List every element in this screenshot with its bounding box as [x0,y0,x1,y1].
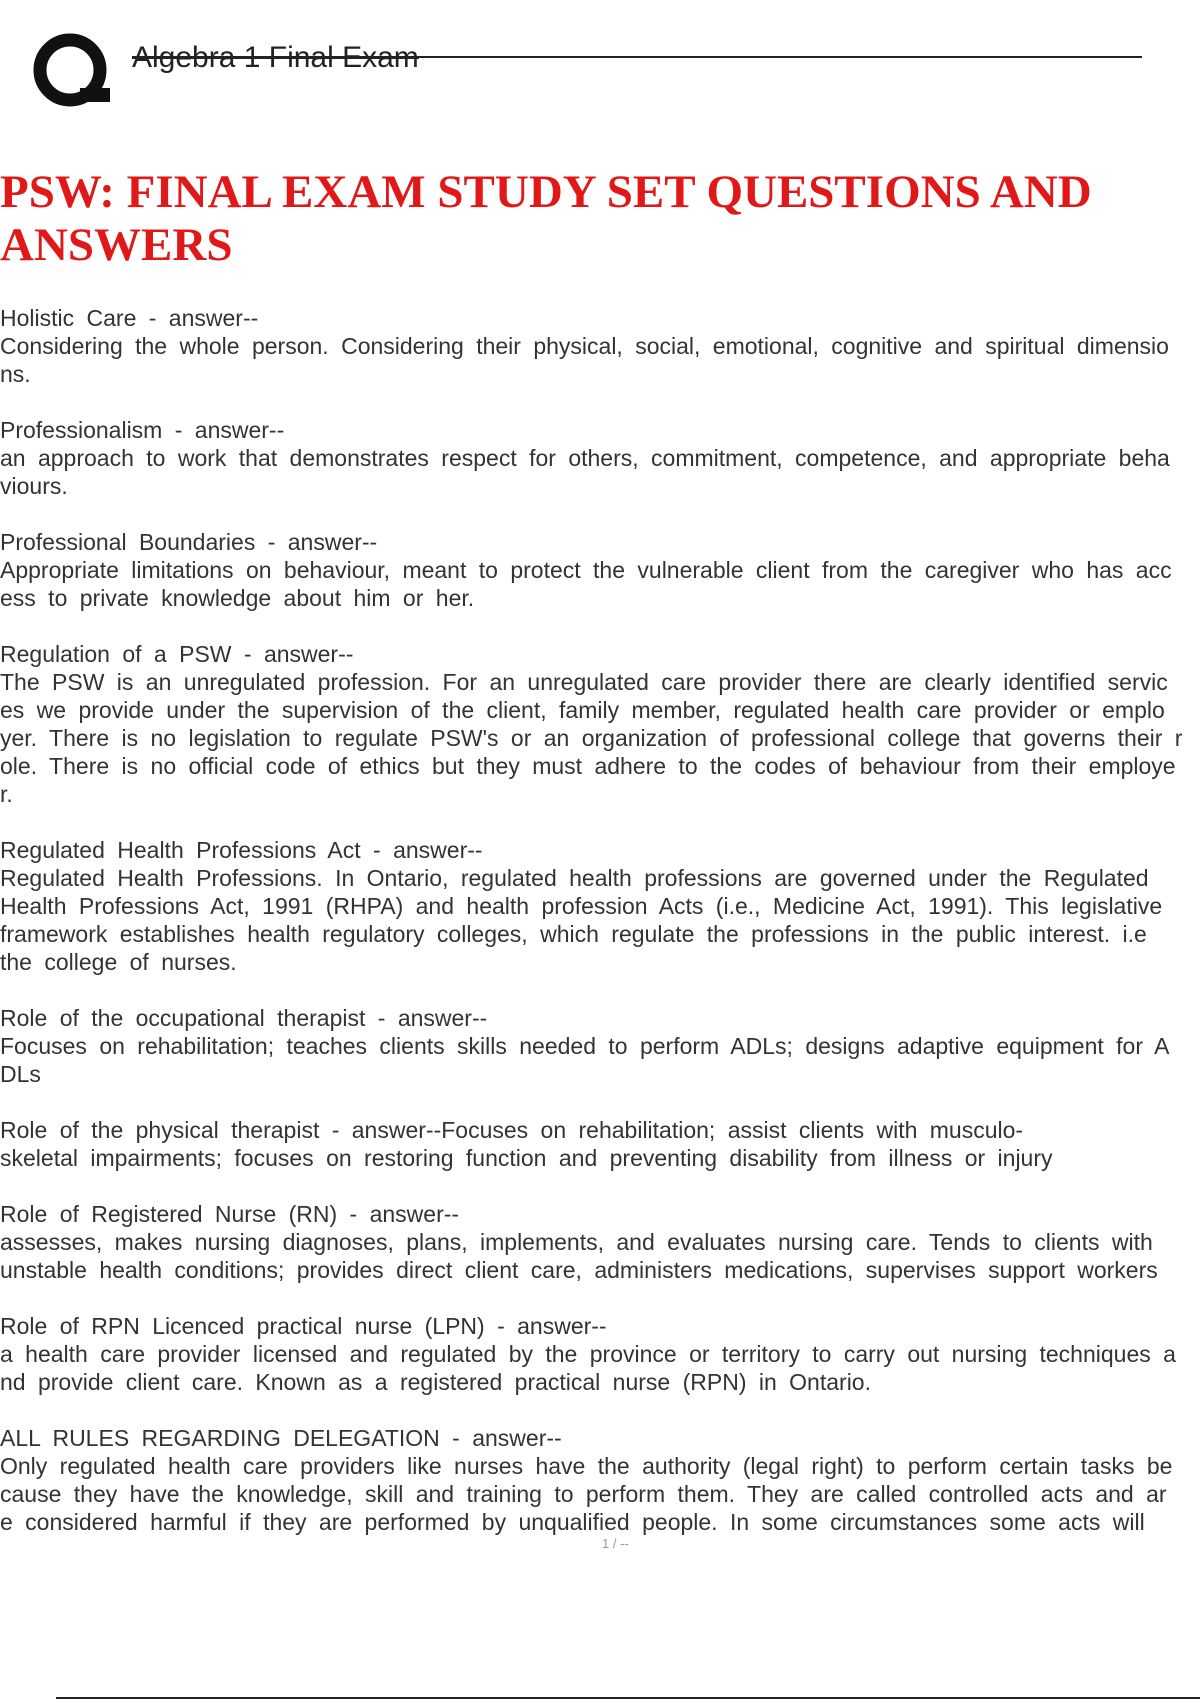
question-text: Professional Boundaries - answer-- [0,529,378,555]
answer-text [0,1452,1200,1536]
answer-text [0,444,1200,500]
question-text: Role of RPN Licenced practical nurse (LPN) - answer-- [0,1313,607,1339]
question-text: Holistic Care - answer-- [0,305,259,331]
answer-text [0,556,1200,612]
answer-text [0,332,1200,388]
answer-line: Focuses on rehabilitation; teaches clients skills needed to perform ADLs; designs adaptive equipment for A [0,1033,1170,1059]
document-header [0,0,1200,130]
answer-text [0,1228,1200,1284]
qa-list [0,304,1200,1564]
answer-line: r. [0,781,13,807]
answer-line: ns. [0,361,31,387]
answer-line: a health care provider licensed and regulated by the province or territory to carry out nursing techniques a [0,1341,1176,1367]
qa-entry [0,304,1200,388]
answer-line: the college of nurses. [0,949,237,975]
qa-entry [0,640,1200,808]
qa-entry [0,416,1200,500]
answer-text [0,1144,1200,1172]
answer-line: assesses, makes nursing diagnoses, plans, implements, and evaluates nursing care. Tends to clients with [0,1229,1153,1255]
answer-text [0,864,1200,976]
qa-entry [0,1200,1200,1284]
answer-line: cause they have the knowledge, skill and training to perform them. They are called controlled acts and ar [0,1481,1167,1507]
answer-line: nd provide client care. Known as a registered practical nurse (RPN) in Ontario. [0,1369,871,1395]
qa-entry [0,1424,1200,1536]
qa-entry [0,836,1200,976]
main-heading: PSW: FINAL EXAM STUDY SET QUESTIONS AND ANSWERS [0,166,1092,271]
answer-line: framework establishes health regulatory colleges, which regulate the professions in the public interest. i.e [0,921,1147,947]
answer-line: an approach to work that demonstrates respect for others, commitment, competence, and appropriate beha [0,445,1170,471]
qa-entry [0,1116,1200,1172]
question-text: ALL RULES REGARDING DELEGATION - answer-- [0,1425,562,1451]
qa-entry [0,528,1200,612]
answer-line: ess to private knowledge about him or her. [0,585,475,611]
question-text: Regulation of a PSW - answer-- [0,641,354,667]
question-text: Professionalism - answer-- [0,417,285,443]
answer-line: Considering the whole person. Considering their physical, social, emotional, cognitive and spiritual dimensio [0,333,1169,359]
qa-entry [0,1312,1200,1396]
doc-title: Algebra 1 Final Exam [132,41,419,74]
answer-line: viours. [0,473,68,499]
question-text: Role of the occupational therapist - answer-- [0,1005,488,1031]
answer-line: unstable health conditions; provides direct client care, administers medications, supervises support workers [0,1257,1158,1283]
answer-text [0,1032,1200,1088]
answer-line: DLs [0,1061,41,1087]
answer-line: Health Professions Act, 1991 (RHPA) and health profession Acts (i.e., Medicine Act, 1991). This legislative [0,893,1163,919]
answer-line: e considered harmful if they are performed by unqualified people. In some circumstances some acts will [0,1509,1145,1535]
question-text: Regulated Health Professions Act - answer-- [0,837,483,863]
answer-line: ole. There is no official code of ethics but they must adhere to the codes of behaviour from their employe [0,753,1176,779]
answer-line: Regulated Health Professions. In Ontario, regulated health professions are governed under the Regulated [0,865,1149,891]
question-text: Role of Registered Nurse (RN) - answer-- [0,1201,460,1227]
answer-line: skeletal impairments; focuses on restoring function and preventing disability from illness or injury [0,1145,1053,1171]
page-number: 1 / -- [602,1536,629,1551]
q-logo-icon [32,30,114,112]
answer-line: yer. There is no legislation to regulate PSW's or an organization of professional college that governs their r [0,725,1183,751]
answer-line: The PSW is an unregulated profession. For an unregulated care provider there are clearly identified servic [0,669,1168,695]
answer-text [0,668,1200,808]
answer-line: Only regulated health care providers like nurses have the authority (legal right) to perform certain tasks be [0,1453,1173,1479]
answer-text [0,1340,1200,1396]
answer-line: es we provide under the supervision of the client, family member, regulated health care provider or emplo [0,697,1165,723]
question-text: Role of the physical therapist - answer--Focuses on rehabilitation; assist clients with musculo- [0,1117,1024,1143]
qa-entry [0,1004,1200,1088]
footer-rule [56,1697,1200,1699]
answer-line: Appropriate limitations on behaviour, meant to protect the vulnerable client from the caregiver who has acc [0,557,1172,583]
